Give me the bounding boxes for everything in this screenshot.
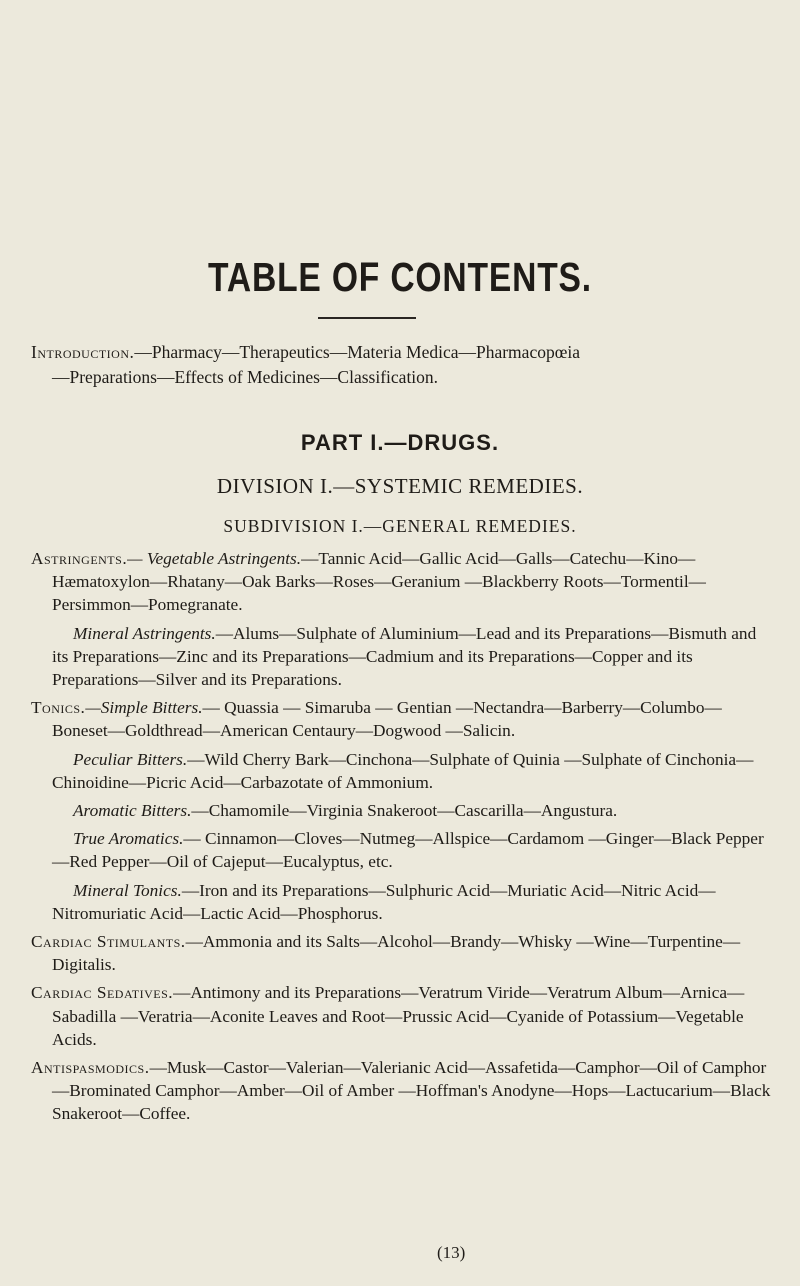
tonics-text: — Quassia — Simaruba — Gentian —Nectandra—Barberry—Columbo—Boneset—Goldthread—American Centaury—Dogwood —Salicin.	[52, 698, 722, 741]
page-number: (13)	[437, 1243, 466, 1262]
mineral-astringents-label: Mineral Astringents.	[73, 623, 216, 643]
introduction-line-1: —Pharmacy—Therapeutics—Materia Medica—Pharmacopœia	[134, 342, 580, 362]
page-title: TABLE OF CONTENTS.	[208, 254, 592, 300]
introduction-line-2: —Preparations—Effects of Medicines—Classification.	[52, 367, 439, 387]
division-heading: DIVISION I.—SYSTEMIC REMEDIES.	[216, 474, 584, 498]
cardiac-stimulants-entry	[31, 930, 771, 976]
mineral-tonics-label: Mineral Tonics.	[73, 880, 182, 900]
tonics-entry	[31, 696, 771, 742]
cardiac-sedatives-entry	[31, 981, 771, 1051]
antispasmodics-text: —Musk—Castor—Valerian—Valerianic Acid—Assafetida—Camphor—Oil of Camphor—Brominated Camphor—Amber—Oil of Amber —Hoffman's Anodyne—Hops—Lactucarium—Black Snakeroot—Coffee.	[52, 1058, 771, 1124]
peculiar-bitters-text: —Wild Cherry Bark—Cinchona—Sulphate of Quinia —Sulphate of Cinchonia—Chinoidine—Picric Acid—Carbazotate of Ammonium.	[52, 749, 754, 792]
simple-bitters-label: —Simple Bitters.	[85, 698, 203, 718]
mineral-tonics-text: —Iron and its Preparations—Sulphuric Acid—Muriatic Acid—Nitric Acid—Nitromuriatic Acid—Lactic Acid—Phosphorus.	[52, 880, 716, 923]
tonics-label: Tonics.	[31, 698, 86, 718]
vegetable-astringents-label: — Vegetable Astringents.	[127, 549, 302, 568]
mineral-tonics-entry	[52, 879, 771, 925]
peculiar-bitters-label: Peculiar Bitters.	[73, 749, 188, 769]
cardiac-sedatives-label: Cardiac Sedatives.	[31, 983, 174, 1003]
astringents-text: —Tannic Acid—Gallic Acid—Galls—Catechu—Kino—Hæmatoxylon—Rhatany—Oak Barks—Roses—Geranium —Blackberry Roots—Tormentil—Persimmon—Pomegranate.	[52, 549, 706, 615]
antispasmodics-label: Antispasmodics.	[31, 1058, 150, 1078]
cardiac-stimulants-text: —Ammonia and its Salts—Alcohol—Brandy—Whisky —Wine—Turpentine—Digitalis.	[52, 932, 741, 975]
astringents-label: Astringents.	[31, 549, 128, 568]
part-heading: PART I.—DRUGS.	[300, 430, 500, 455]
mineral-astringents-text: —Alums—Sulphate of Aluminium—Lead and its Preparations—Bismuth and its Preparations—Zinc and its Preparations—Cadmium and its Preparations—Copper and its Preparations—Silver and its Preparations.	[52, 623, 757, 690]
aromatic-bitters-text: —Chamomile—Virginia Snakeroot—Cascarilla—Angustura.	[191, 801, 618, 821]
introduction-entry	[31, 340, 771, 390]
subdivision-heading: SUBDIVISION I.—GENERAL REMEDIES.	[223, 516, 577, 536]
true-aromatics-entry	[52, 827, 771, 873]
title-rule	[318, 317, 416, 319]
mineral-astringents-entry	[52, 622, 771, 692]
aromatic-bitters-label: Aromatic Bitters.	[73, 801, 192, 821]
antispasmodics-entry	[31, 1056, 771, 1126]
cardiac-sedatives-text: —Antimony and its Preparations—Veratrum Viride—Veratrum Album—Arnica—Sabadilla —Veratria—Aconite Leaves and Root—Prussic Acid—Cyanide of Potassium—Vegetable Acids.	[52, 983, 745, 1049]
cardiac-stimulants-label: Cardiac Stimulants.	[31, 932, 186, 952]
aromatic-bitters-entry	[52, 799, 771, 822]
contents-body	[31, 547, 771, 1131]
astringents-entry	[31, 547, 771, 617]
true-aromatics-label: True Aromatics.	[73, 829, 184, 849]
introduction-label: Introduction.	[31, 342, 135, 362]
true-aromatics-text: — Cinnamon—Cloves—Nutmeg—Allspice—Cardamom —Ginger—Black Pepper—Red Pepper—Oil of Cajeput—Eucalyptus, etc.	[52, 829, 764, 872]
peculiar-bitters-entry	[52, 748, 771, 794]
